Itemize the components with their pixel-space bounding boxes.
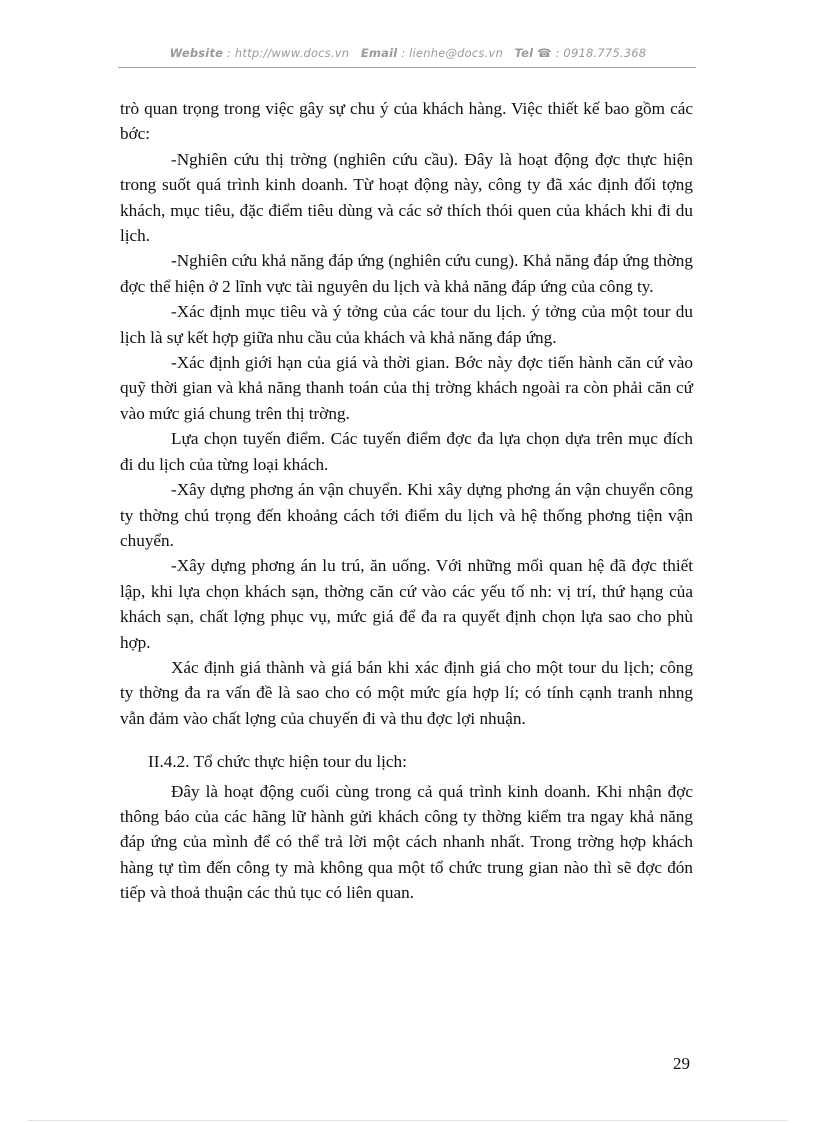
paragraph: -Xác định giới hạn của giá và thời gian. Bớc này đợc tiến hành căn cứ vào quỹ thời gian và khả năng thanh toán của thị trờng khách ngoài ra còn phải căn cứ vào mức giá chung trên thị trờng.: [120, 353, 693, 423]
paragraph: -Nghiên cứu khả năng đáp ứng (nghiên cứu cung). Khả năng đáp ứng thờng đợc thể hiện ở 2 lĩnh vực tài nguyên du lịch và khả năng đáp ứng của công ty.: [120, 251, 693, 296]
paragraph: Đây là hoạt động cuối cùng trong cả quá trình kinh doanh. Khi nhận đợc thông báo của các hãng lữ hành gửi khách công ty thờng kiểm tra ngay khả năng đáp ứng của mình để có thể trả lời một cách nhanh nhất. Trong trờng hợp khách hàng tự tìm đến công ty mà không qua một tổ chức trung gian nào thì sẽ đợc đón tiếp và thoả thuận các thủ tục có liên quan.: [120, 781, 693, 903]
header-divider: [118, 67, 696, 68]
page-number: 29: [673, 1054, 690, 1073]
email-label: Email: [360, 46, 398, 60]
footer-divider: [28, 1120, 788, 1121]
section-heading: II.4.2. Tổ chức thực hiện tour du lịch:: [148, 752, 407, 772]
paragraph: trò quan trọng trong việc gây sự chu ý của khách hàng. Việc thiết kế bao gồm các bớc:: [120, 99, 693, 144]
website-url[interactable]: : http://www.docs.vn: [227, 46, 350, 60]
paragraph: Lựa chọn tuyến điểm. Các tuyến điểm đợc đa lựa chọn dựa trên mục đích đi du lịch của từng loại khách.: [120, 429, 693, 474]
paragraph: -Xây dựng phơng án vận chuyển. Khi xây dựng phơng án vận chuyển công ty thờng chú trọng đến khoảng cách tới điểm du lịch và hệ thống phơng tiện vận chuyển.: [120, 480, 693, 550]
paragraph: -Xây dựng phơng án lu trú, ăn uống. Với những mối quan hệ đã đợc thiết lập, khi lựa chọn khách sạn, thờng căn cứ vào các yếu tố nh: vị trí, thứ hạng của khách sạn, chất lợng phục vụ, mức giá để đa ra quyết định chọn lựa sao cho phù hợp.: [120, 556, 693, 652]
paragraph: -Xác định mục tiêu và ý tởng của các tour du lịch. ý tởng của một tour du lịch là sự kết hợp giữa nhu cầu của khách và khả năng đáp ứng.: [120, 302, 693, 347]
website-label: Website: [169, 46, 224, 60]
email-address[interactable]: : lienhe@docs.vn: [401, 46, 503, 60]
document-body: [120, 96, 693, 906]
paragraph: -Nghiên cứu thị trờng (nghiên cứu cầu). Đây là hoạt động đợc thực hiện trong suốt quá trình kinh doanh. Từ hoạt động này, công ty đã xác định đối tợng khách, mục tiêu, đặc điểm tiêu dùng và các sở thích thói quen của khách khi đi du lịch.: [120, 149, 693, 246]
page-header: [120, 46, 696, 60]
paragraph: Xác định giá thành và giá bán khi xác định giá cho một tour du lịch; công ty thờng đa ra vấn đề là sao cho có một mức gía hợp lí; có tính cạnh tranh nhng vẫn đảm vào chất lợng của chuyến đi và thu đợc lợi nhuận.: [120, 657, 693, 728]
tel-label: Tel: [514, 46, 534, 60]
tel-number: ☎ : 0918.775.368: [537, 46, 647, 60]
